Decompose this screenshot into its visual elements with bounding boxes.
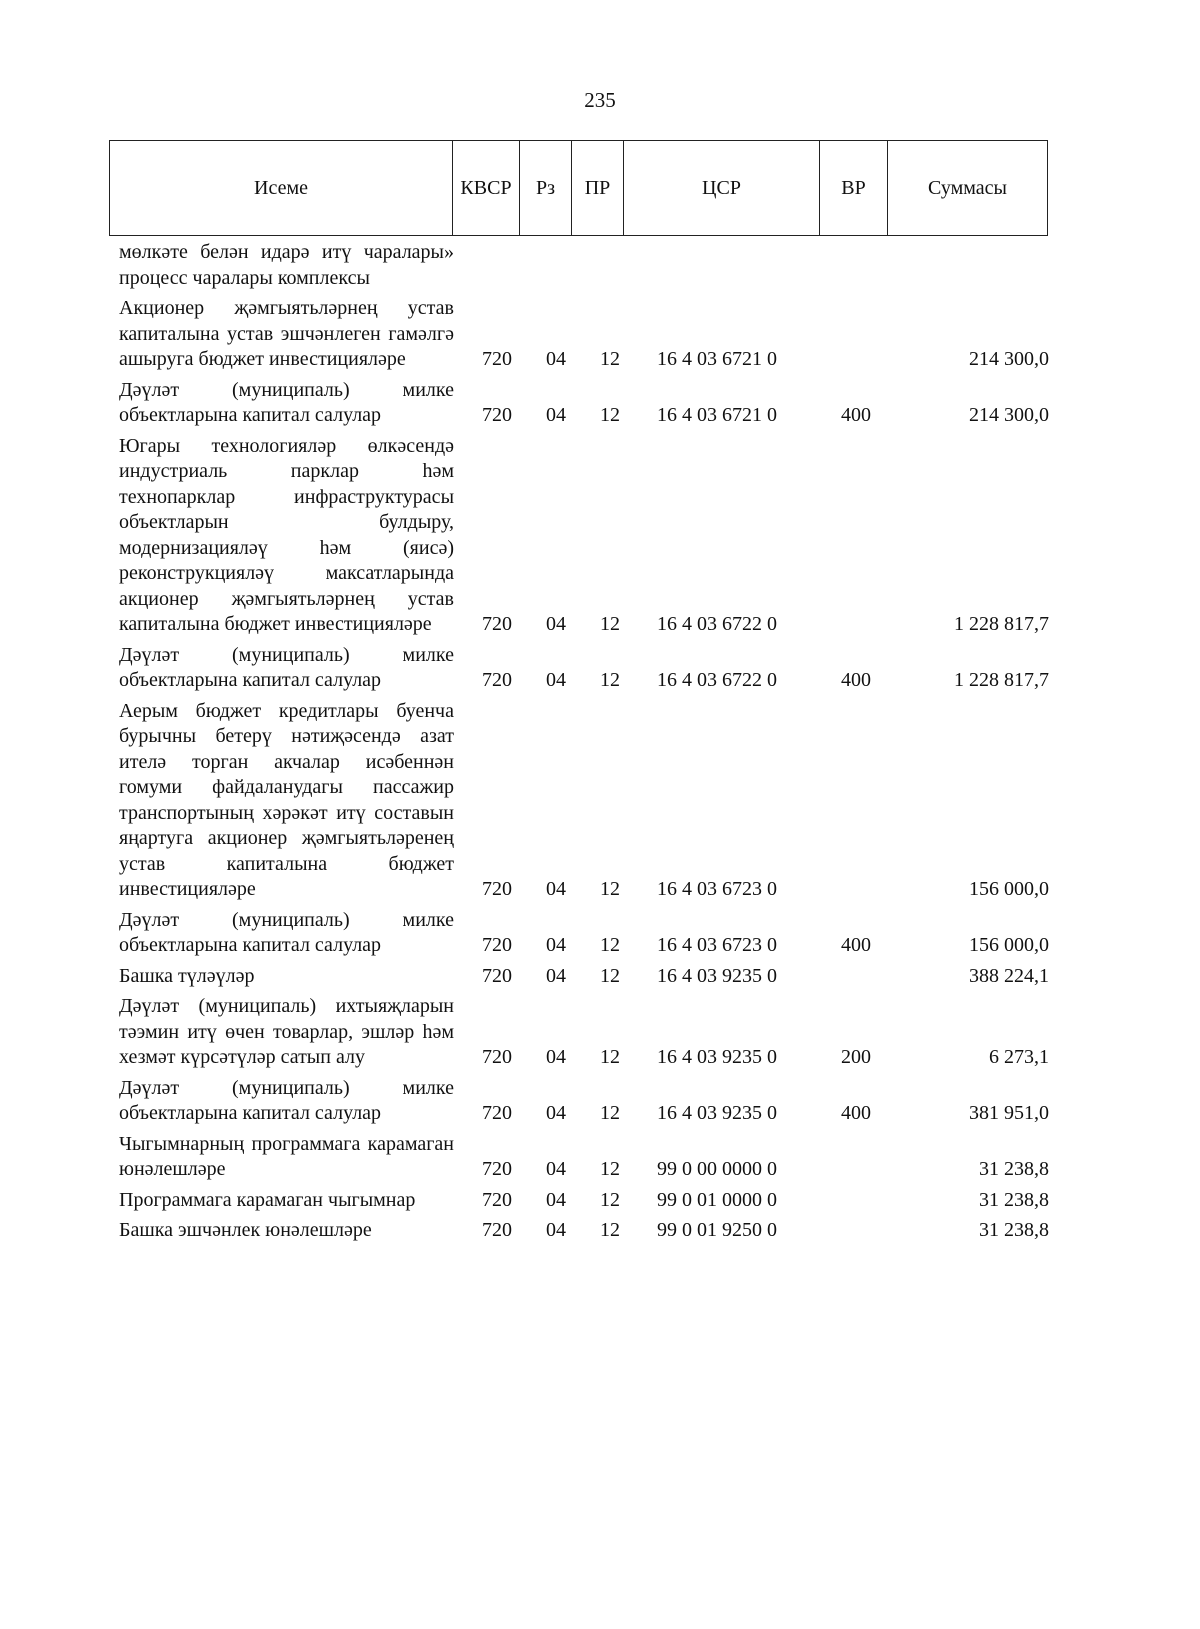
row-name: Дәүләт (муниципаль) милке объектларына капитал салулар	[119, 378, 454, 426]
table-body	[119, 240, 1099, 1249]
row-vr: 400	[841, 1102, 871, 1124]
row-name: Программага карамаган чыгымнар	[119, 1188, 416, 1211]
row-pr: 12	[600, 669, 620, 691]
row-rz: 04	[546, 404, 566, 426]
table-row	[119, 699, 1099, 903]
row-vr: 400	[841, 404, 871, 426]
row-pr: 12	[600, 348, 620, 370]
column-header-name: Исеме	[110, 141, 453, 236]
row-pr: 12	[600, 404, 620, 426]
row-sum: 31 238,8	[979, 1219, 1049, 1241]
table-row	[119, 994, 1099, 1071]
row-kvsr: 720	[482, 404, 512, 426]
row-name: Дәүләт (муниципаль) ихтыяҗларын тәэмин итү өчен товарлар, эшләр һәм хезмәт күрсәтүләр сатып алу	[119, 995, 454, 1068]
row-vr: 400	[841, 669, 871, 691]
row-name: Дәүләт (муниципаль) милке объектларына капитал салулар	[119, 1076, 454, 1124]
table-row	[119, 378, 1099, 429]
row-sum: 214 300,0	[969, 404, 1049, 426]
row-sum: 1 228 817,7	[954, 669, 1049, 691]
row-rz: 04	[546, 348, 566, 370]
row-sum: 6 273,1	[989, 1046, 1049, 1068]
row-kvsr: 720	[482, 1158, 512, 1180]
table-row	[119, 240, 1099, 291]
row-pr: 12	[600, 964, 620, 987]
table-row	[119, 643, 1099, 694]
row-pr: 12	[600, 1046, 620, 1068]
row-rz: 04	[546, 1158, 566, 1180]
row-rz: 04	[546, 878, 566, 900]
column-header-sum: Суммасы	[888, 141, 1048, 236]
row-rz: 04	[546, 1046, 566, 1068]
row-csr: 16 4 03 9235 0	[657, 964, 777, 987]
row-csr: 16 4 03 6722 0	[657, 613, 777, 635]
row-name: Чыгымнарның программага карамаган юнәлешләре	[119, 1132, 454, 1180]
row-sum: 388 224,1	[969, 964, 1049, 987]
row-pr: 12	[600, 1102, 620, 1124]
row-kvsr: 720	[482, 934, 512, 956]
row-name: Башка эшчәнлек юнәлешләре	[119, 1219, 372, 1241]
table-row	[119, 1076, 1099, 1127]
row-pr: 12	[600, 1219, 620, 1241]
row-kvsr: 720	[482, 1046, 512, 1068]
row-pr: 12	[600, 613, 620, 635]
column-header-rz: Рз	[520, 141, 572, 236]
row-name: мөлкәте белән идарә итү чаралары» процесс чаралары комплексы	[119, 241, 454, 289]
row-csr: 16 4 03 6722 0	[657, 669, 777, 691]
table-row	[119, 908, 1099, 959]
row-sum: 381 951,0	[969, 1102, 1049, 1124]
row-csr: 16 4 03 9235 0	[657, 1046, 777, 1068]
row-pr: 12	[600, 934, 620, 956]
row-sum: 31 238,8	[979, 1188, 1049, 1211]
row-sum: 31 238,8	[979, 1158, 1049, 1180]
row-rz: 04	[546, 1102, 566, 1124]
column-header-vr: ВР	[820, 141, 888, 236]
column-header-csr: ЦСР	[624, 141, 820, 236]
row-csr: 16 4 03 6723 0	[657, 934, 777, 956]
row-rz: 04	[546, 613, 566, 635]
row-sum: 156 000,0	[969, 878, 1049, 900]
row-sum: 214 300,0	[969, 348, 1049, 370]
row-kvsr: 720	[482, 1219, 512, 1241]
row-kvsr: 720	[482, 613, 512, 635]
row-sum: 156 000,0	[969, 934, 1049, 956]
row-csr: 16 4 03 6721 0	[657, 348, 777, 370]
column-header-kvsr: КВСР	[453, 141, 520, 236]
row-csr: 16 4 03 6723 0	[657, 878, 777, 900]
row-pr: 12	[600, 1188, 620, 1211]
row-csr: 99 0 01 0000 0	[657, 1188, 777, 1211]
row-kvsr: 720	[482, 348, 512, 370]
row-kvsr: 720	[482, 669, 512, 691]
row-sum: 1 228 817,7	[954, 613, 1049, 635]
row-rz: 04	[546, 1219, 566, 1241]
row-name: Дәүләт (муниципаль) милке объектларына капитал салулар	[119, 908, 454, 956]
page-number: 235	[584, 88, 616, 112]
row-kvsr: 720	[482, 1188, 512, 1211]
row-csr: 16 4 03 6721 0	[657, 404, 777, 426]
table-row	[119, 1218, 1099, 1244]
row-vr: 400	[841, 934, 871, 956]
row-name: Дәүләт (муниципаль) милке объектларына капитал салулар	[119, 643, 454, 691]
row-name: Башка түләүләр	[119, 964, 255, 987]
row-name: Югары технологияләр өлкәсендә индустриаль парклар һәм технопарклар инфраструктурасы объектларын булдыру, модернизацияләү һәм (яисә) реконструкцияләү максатларында акционер җәмгыятьләрнең устав капиталына бюджет инвестицияләре	[119, 434, 454, 635]
row-rz: 04	[546, 669, 566, 691]
row-pr: 12	[600, 878, 620, 900]
row-rz: 04	[546, 1188, 566, 1211]
row-pr: 12	[600, 1158, 620, 1180]
row-rz: 04	[546, 964, 566, 987]
table-row	[119, 964, 1099, 990]
row-csr: 16 4 03 9235 0	[657, 1102, 777, 1124]
table-row	[119, 1132, 1099, 1183]
row-kvsr: 720	[482, 1102, 512, 1124]
table-row	[119, 1188, 1099, 1214]
row-kvsr: 720	[482, 878, 512, 900]
row-csr: 99 0 00 0000 0	[657, 1158, 777, 1180]
table-row	[119, 296, 1099, 373]
row-name: Акционер җәмгыятьләрнең устав капиталына устав эшчәнлеген гамәлгә ашыруга бюджет инвестицияләре	[119, 297, 454, 370]
row-name: Аерым бюджет кредитлары буенча бурычны бетерү нәтиҗәсендә азат ителә торган акчалар исәбеннән гомуми файдаланудагы пассажир транспортының хәрәкәт итү составын яңартуга акционер җәмгыятьләренең устав капиталына бюджет инвестицияләре	[119, 699, 454, 900]
row-kvsr: 720	[482, 964, 512, 987]
column-header-pr: ПР	[572, 141, 624, 236]
table-row	[119, 434, 1099, 638]
row-csr: 99 0 01 9250 0	[657, 1219, 777, 1241]
row-rz: 04	[546, 934, 566, 956]
table-header	[109, 140, 1048, 236]
row-vr: 200	[841, 1046, 871, 1068]
